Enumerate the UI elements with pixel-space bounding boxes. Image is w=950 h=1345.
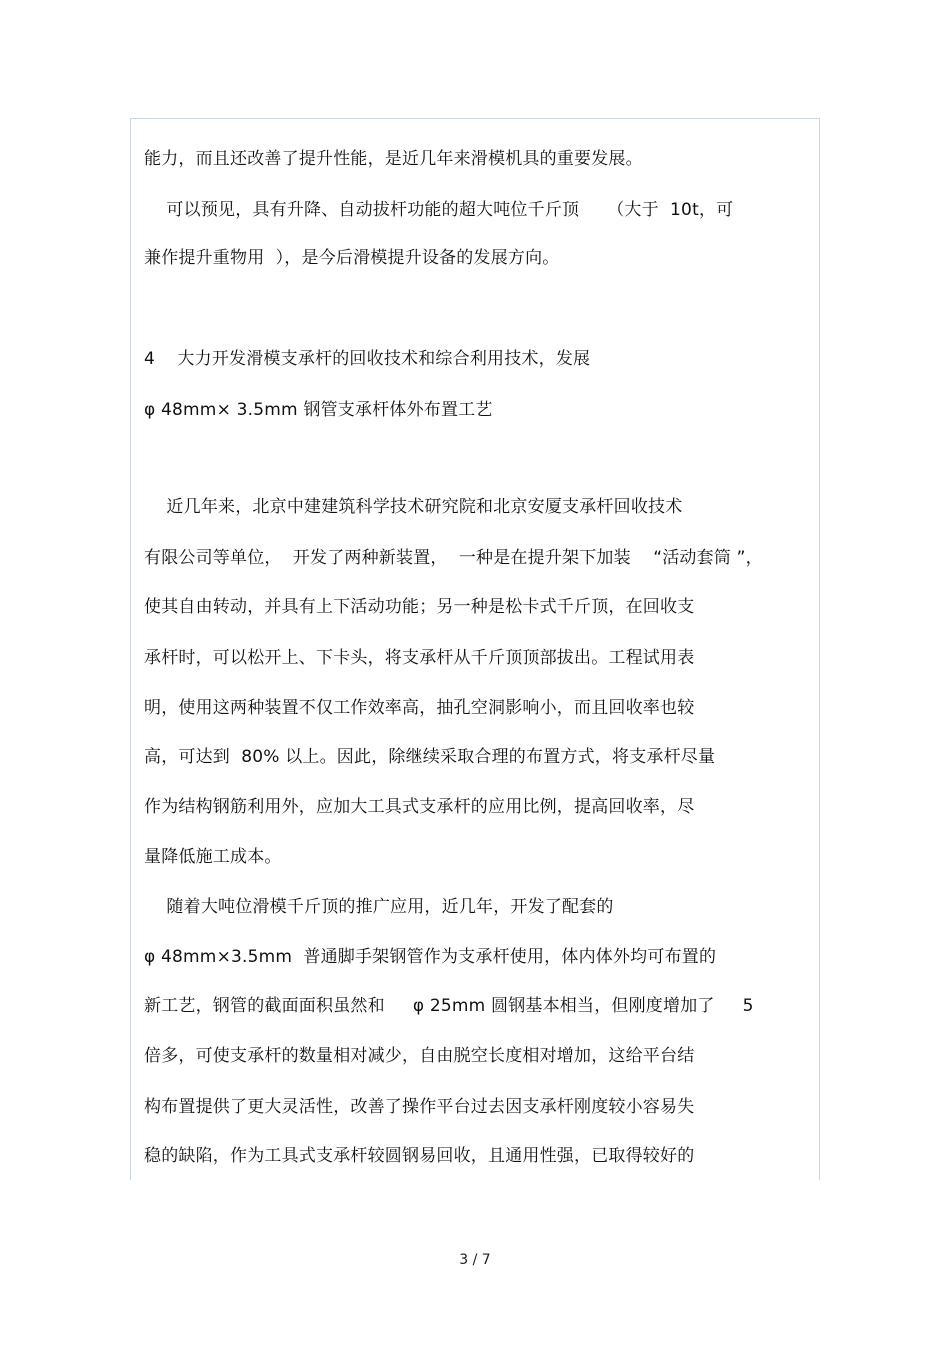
text-line: 近几年来，北京中建建筑科学技术研究院和北京安厦支承杆回收技术 bbox=[144, 497, 683, 517]
text-line: 能力，而且还改善了提升性能，是近几年来滑模机具的重要发展。 bbox=[144, 149, 643, 169]
text-line: 量降低施工成本。 bbox=[144, 847, 282, 867]
text-line: 明，使用这两种装置不仅工作效率高，抽孔空洞影响小，而且回收率也较 bbox=[144, 698, 695, 718]
text-line: 兼作提升重物用 ），是今后滑模提升设备的发展方向。 bbox=[144, 248, 560, 268]
text-line: 倍多，可使支承杆的数量相对减少，自由脱空长度相对增加，这给平台结 bbox=[144, 1046, 695, 1066]
text-line: 构布置提供了更大灵活性，改善了操作平台过去因支承杆刚度较小容易失 bbox=[144, 1097, 695, 1117]
section-heading-continued: φ 48mm× 3.5mm 钢管支承杆体外布置工艺 bbox=[144, 400, 493, 420]
section-heading: 4 大力开发滑模支承杆的回收技术和综合利用技术，发展 bbox=[144, 349, 591, 369]
text-line: 稳的缺陷，作为工具式支承杆较圆钢易回收，且通用性强，已取得较好的 bbox=[144, 1146, 695, 1166]
text-line: 承杆时，可以松开上、下卡头，将支承杆从千斤顶顶部拔出。工程试用表 bbox=[144, 648, 695, 668]
text-line: 高，可达到 80% 以上。因此，除继续采取合理的布置方式，将支承杆尽量 bbox=[144, 747, 716, 767]
text-line: 使其自由转动，并具有上下活动功能；另一种是松卡式千斤顶，在回收支 bbox=[144, 597, 695, 617]
text-line: 新工艺，钢管的截面面积虽然和 φ 25mm 圆钢基本相当，但刚度增加了 5 bbox=[144, 996, 754, 1016]
text-line: 随着大吨位滑模千斤顶的推广应用，近几年，开发了配套的 bbox=[144, 897, 614, 917]
text-line: φ 48mm×3.5mm 普通脚手架钢管作为支承杆使用，体内体外均可布置的 bbox=[144, 947, 717, 967]
text-line: 有限公司等单位， 开发了两种新装置， 一种是在提升架下加装 “活动套筒 ”， bbox=[144, 548, 763, 568]
text-line: 可以预见，具有升降、自动拔杆功能的超大吨位千斤顶 （大于 10t，可 bbox=[144, 200, 734, 220]
page-number: 3 / 7 bbox=[459, 1252, 491, 1268]
text-line: 作为结构钢筋利用外，应加大工具式支承杆的应用比例，提高回收率，尽 bbox=[144, 797, 695, 817]
